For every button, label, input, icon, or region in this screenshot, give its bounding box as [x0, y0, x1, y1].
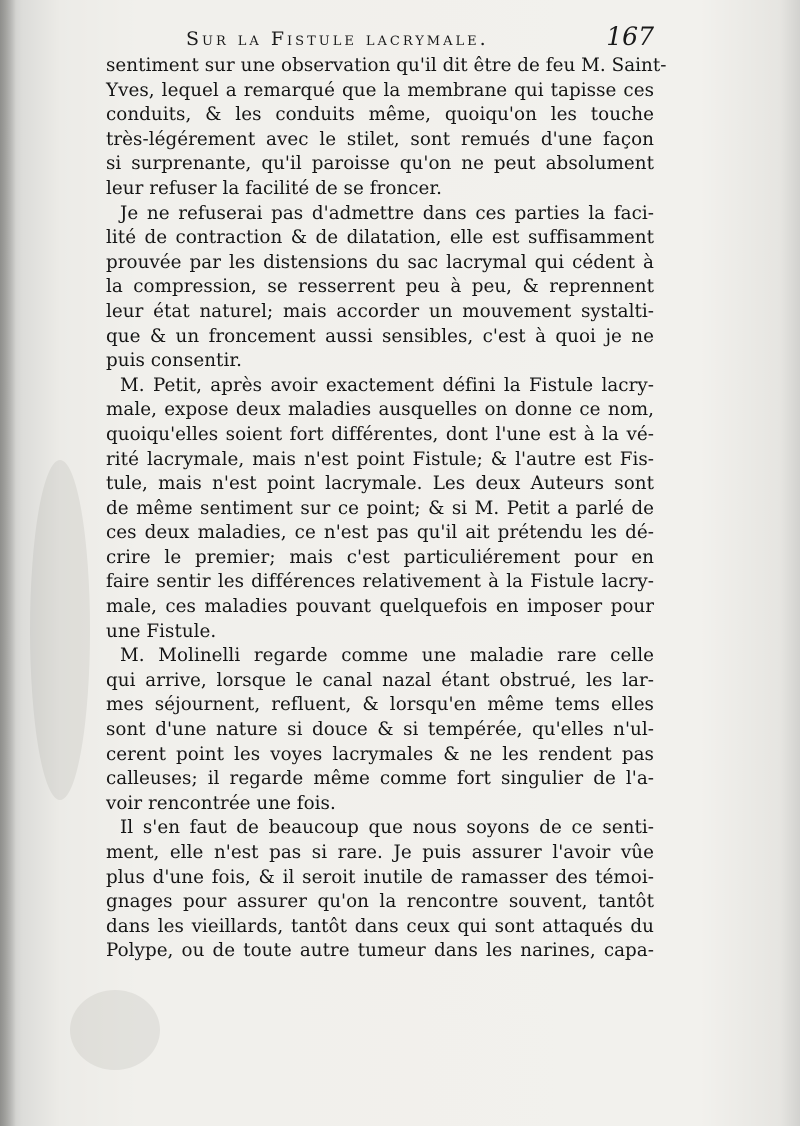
- text-line: la compression, se resserrent peu à peu, & reprennent: [106, 276, 654, 298]
- page-number: 167: [606, 22, 654, 51]
- text-line: calleuses; il regarde même comme fort singulier de l'a-: [106, 768, 654, 790]
- binding-gutter-shadow: [0, 0, 16, 1126]
- text-line: sont d'une nature si douce & si tempérée, qu'elles n'ul-: [106, 719, 654, 741]
- text-line: dans les vieillards, tantôt dans ceux qui sont attaqués du: [106, 915, 654, 937]
- text-line: Je ne refuserai pas d'admettre dans ces parties la faci-: [120, 202, 654, 224]
- text-line: rité lacrymale, mais n'est point Fistule; & l'autre est Fis-: [106, 448, 654, 470]
- text-line: prouvée par les distensions du sac lacrymal qui cédent à: [106, 251, 654, 273]
- text-line: voir rencontrée une fois.: [106, 792, 336, 814]
- text-line: leur état naturel; mais accorder un mouvement systalti-: [106, 300, 654, 322]
- text-line: M. Petit, après avoir exactement défini la Fistule lacry-: [120, 374, 654, 396]
- text-line: conduits, & les conduits même, quoiqu'on les touche: [106, 104, 654, 126]
- text-line: mes séjournent, refluent, & lorsqu'en même tems elles: [106, 694, 654, 716]
- text-line: si surprenante, qu'il paroisse qu'on ne peut absolument: [106, 153, 654, 175]
- text-line: une Fistule.: [106, 620, 217, 642]
- text-line: Polype, ou de toute autre tumeur dans les narines, capa-: [106, 940, 654, 962]
- text-line: male, ces maladies pouvant quelquefois en imposer pour: [106, 596, 654, 618]
- paper-stain: [30, 460, 90, 800]
- text-line: très-légérement avec le stilet, sont remués d'une façon: [106, 128, 654, 150]
- text-line: puis consentir.: [106, 350, 242, 372]
- text-line: faire sentir les différences relativement à la Fistule lacry-: [106, 571, 654, 593]
- text-line: ment, elle n'est pas si rare. Je puis assurer l'avoir vûe: [106, 842, 654, 863]
- text-line: plus d'une fois, & il seroit inutile de ramasser des témoi-: [106, 866, 654, 888]
- text-line: de même sentiment sur ce point; & si M. Petit a parlé de: [106, 497, 654, 519]
- body-text: [106, 54, 667, 964]
- running-title: Sur la Fistule lacrymale.: [186, 28, 489, 50]
- paper-stain: [70, 990, 160, 1070]
- text-line: crire le premier; mais c'est particuliérement pour en: [106, 546, 654, 568]
- text-line: M. Molinelli regarde comme une maladie rare celle: [120, 645, 654, 667]
- page-header: [170, 22, 660, 52]
- text-line: sentiment sur une observation qu'il dit être de feu M. Saint-: [106, 55, 667, 76]
- text-line: Il s'en faut de beaucoup que nous soyons de ce senti-: [120, 817, 654, 839]
- text-line: que & un froncement aussi sensibles, c'est à quoi je ne: [106, 325, 654, 347]
- text-line: Yves, lequel a remarqué que la membrane qui tapisse ces: [106, 79, 654, 101]
- text-line: qui arrive, lorsque le canal nazal étant obstrué, les lar-: [106, 669, 654, 691]
- text-line: gnages pour assurer qu'on la rencontre souvent, tantôt: [106, 891, 654, 913]
- text-line: tule, mais n'est point lacrymale. Les deux Auteurs sont: [106, 473, 654, 495]
- text-line: lité de contraction & de dilatation, elle est suffisamment: [106, 227, 654, 249]
- text-line: leur refuser la facilité de se froncer.: [106, 177, 442, 199]
- text-line: ces deux maladies, ce n'est pas qu'il ait prétendu les dé-: [106, 522, 654, 544]
- text-line: quoiqu'elles soient fort différentes, dont l'une est à la vé-: [106, 423, 654, 445]
- text-line: cerent point les voyes lacrymales & ne les rendent pas: [106, 743, 654, 765]
- text-line: male, expose deux maladies ausquelles on donne ce nom,: [106, 399, 654, 421]
